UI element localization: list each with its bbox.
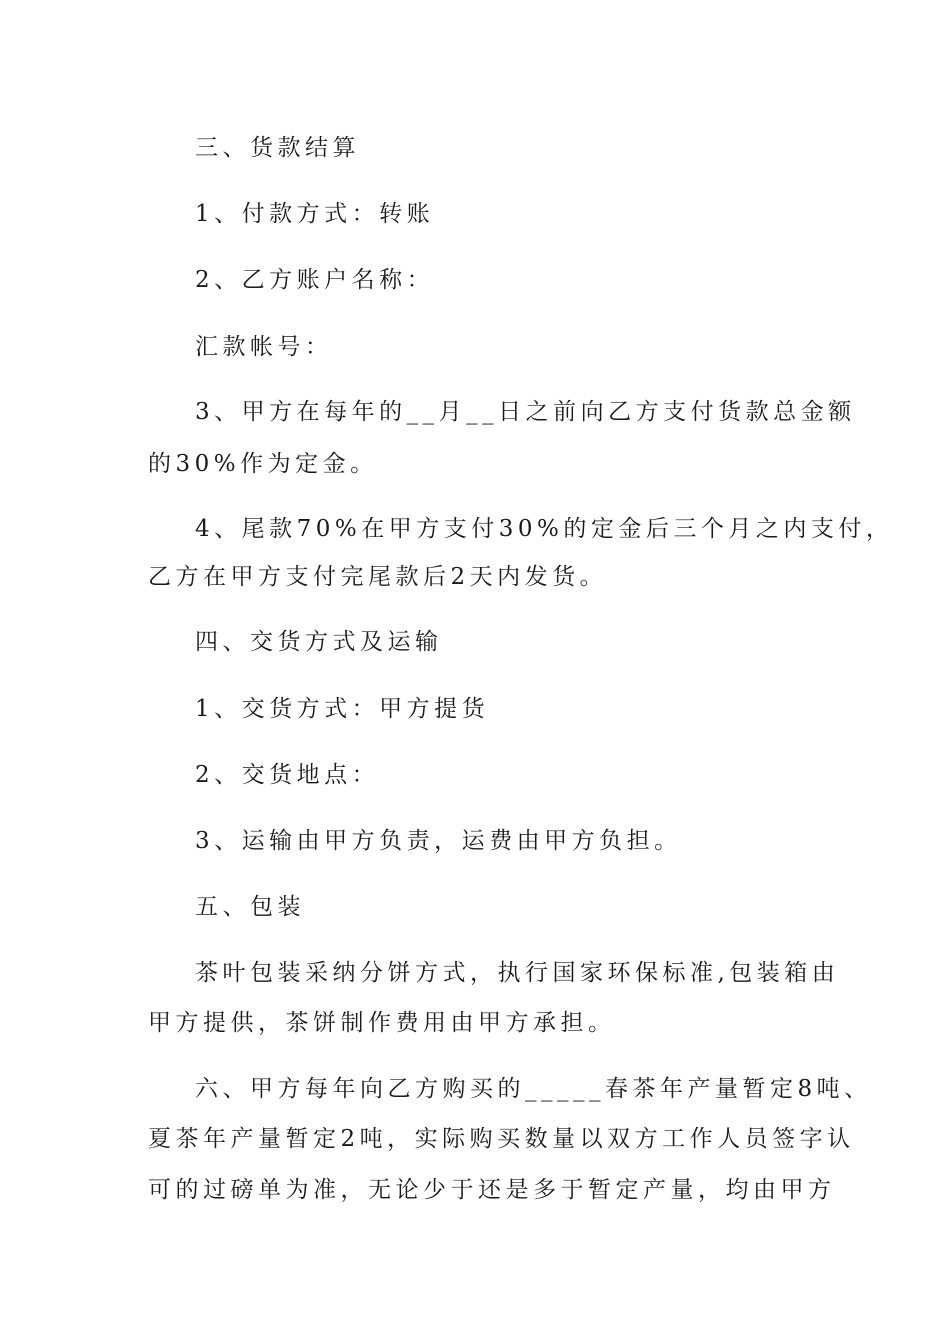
deposit-clause-line-2: 的30%作为定金。 (148, 451, 378, 477)
payment-method-line: 1、付款方式：转账 (195, 201, 435, 227)
delivery-location-line: 2、交货地点： (195, 762, 380, 788)
packaging-clause-line-1: 茶叶包装采纳分饼方式，执行国家环保标准,包装箱由 (195, 960, 840, 986)
section-3-heading: 三、货款结算 (195, 135, 360, 161)
account-name-line: 2、乙方账户名称： (195, 267, 435, 293)
transport-clause-line: 3、运输由甲方负责，运费由甲方负担。 (195, 828, 682, 854)
packaging-clause-line-2: 甲方提供，茶饼制作费用由甲方承担。 (148, 1010, 616, 1036)
balance-clause-line-2: 乙方在甲方支付完尾款后2天内发货。 (148, 564, 608, 590)
section-6-line-2: 夏茶年产量暂定2吨，实际购买数量以双方工作人员签字认 (148, 1126, 855, 1152)
section-6-line-1: 六、甲方每年向乙方购买的_____春茶年产量暂定8吨、 (195, 1076, 872, 1102)
deposit-clause-line-1: 3、甲方在每年的__月__日之前向乙方支付货款总金额 (195, 399, 856, 425)
delivery-method-line: 1、交货方式：甲方提货 (195, 696, 490, 722)
section-5-heading: 五、包装 (195, 894, 305, 920)
account-number-line: 汇款帐号： (195, 334, 333, 360)
section-4-heading: 四、交货方式及运输 (195, 629, 443, 655)
balance-clause-line-1: 4、尾款70%在甲方支付30%的定金后三个月之内支付， (195, 516, 894, 542)
section-6-line-3: 可的过磅单为准，无论少于还是多于暂定产量，均由甲方 (148, 1177, 836, 1203)
